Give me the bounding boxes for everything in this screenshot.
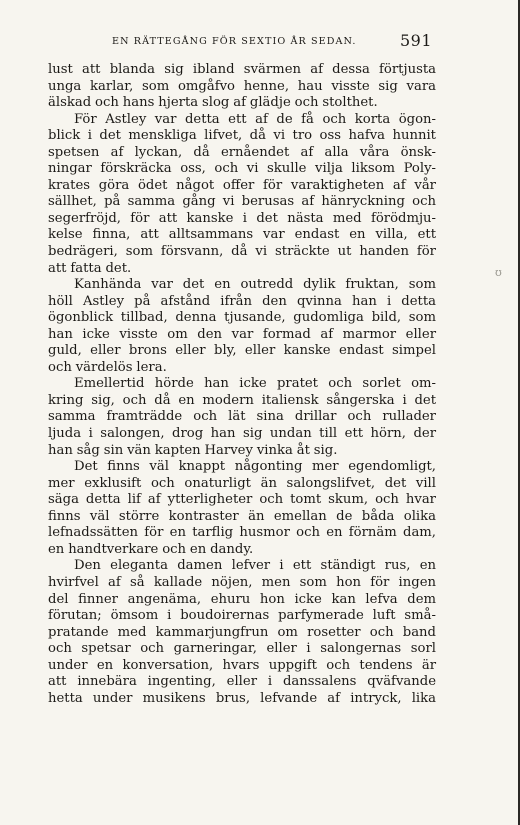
text-line: För Astley var detta ett af de få och korta ögon- <box>74 111 436 127</box>
text-line: älskad och hans hjerta slog af glädje och stolthet. <box>48 95 378 111</box>
text-line: hetta under musikens brus, lefvande af intryck, lika <box>48 690 436 706</box>
text-line: lust att blanda sig ibland svärmen af dessa förtjusta <box>48 62 436 77</box>
text-line: ögonblick tillbad, denna tjusande, gudomliga bild, som <box>48 310 436 326</box>
text-line: säga detta lif af ytterligheter och tomt skum, och hvar <box>48 492 436 508</box>
text-line: blick i det menskliga lifvet, då vi tro oss hafva hunnit <box>48 128 436 144</box>
text-line: hvirfvel af så kallade nöjen, men som hon för ingen <box>48 574 436 590</box>
body-text <box>48 62 436 707</box>
text-line: förutan; ömsom i boudoirernas parfymerade luft små- <box>48 608 436 624</box>
text-line: spetsen af lyckan, då ernåendet af alla våra önsk- <box>48 144 436 160</box>
text-line: del finner angenäma, ehuru hon icke kan lefva dem <box>48 591 436 607</box>
text-line: unga karlar, som omgåfvo henne, hau visste sig vara <box>48 78 436 94</box>
text-line: att fatta det. <box>48 260 132 276</box>
margin-mark: ʊ <box>495 266 502 279</box>
text-line: bedrägeri, som försvann, då vi sträckte ut handen för <box>48 244 436 260</box>
text-line: pratande med kammarjungfrun om rosetter och band <box>48 624 436 640</box>
text-line: kring sig, och då en modern italiensk sångerska i det <box>48 392 436 408</box>
text-line: lefnadssätten för en tarflig husmor och en förnäm dam, <box>48 525 436 541</box>
text-line: Den eleganta damen lefver i ett ständigt rus, en <box>74 558 436 574</box>
text-line: finns väl större kontraster än emellan de båda olika <box>48 508 436 524</box>
text-line: ljuda i salongen, drog han sig undan till ett hörn, der <box>48 426 436 442</box>
text-line: krates göra ödet något offer för varaktigheten af vår <box>48 177 436 193</box>
text-line: mer exklusift och onaturligt än salongslifvet, det vill <box>48 475 436 491</box>
text-line: och spetsar och garneringar, eller i salongernas sorl <box>48 641 436 657</box>
text-line: och värdelös lera. <box>48 359 167 375</box>
text-line: att innebära ingenting, eller i danssalens qväfvande <box>48 674 436 690</box>
text-line: samma framträdde och lät sina drillar och rullader <box>48 409 436 425</box>
text-line: han såg sin vän kapten Harvey vinka åt sig. <box>48 442 338 458</box>
text-line: under en konversation, hvars uppgift och tendens är <box>48 657 436 673</box>
text-line: Det finns väl knappt någonting mer egendomligt, <box>74 459 436 475</box>
text-line: kelse finna, att alltsammans var endast en villa, ett <box>48 227 436 243</box>
text-line: segerfröjd, för att kanske i det nästa med förödmju- <box>48 210 436 226</box>
text-line: Emellertid hörde han icke pratet och sorlet om- <box>74 376 436 392</box>
text-line: en handtverkare och en dandy. <box>48 541 254 557</box>
text-line: sällhet, på samma gång vi berusas af hänryckning och <box>48 194 436 210</box>
running-title: EN RÄTTEGÅNG FÖR SEXTIO ÅR SEDAN. <box>112 36 357 47</box>
text-line: guld, eller brons eller bly, eller kanske endast simpel <box>48 343 436 359</box>
text-line: höll Astley på afstånd ifrån den qvinna han i detta <box>48 293 436 309</box>
page-number: 591 <box>399 31 432 50</box>
text-line: ningar förskräcka oss, och vi skulle vilja liksom Poly- <box>48 161 436 177</box>
text-line: han icke visste om den var formad af marmor eller <box>48 326 436 342</box>
text-line: Kanhända var det en outredd dylik fruktan, som <box>74 277 436 293</box>
